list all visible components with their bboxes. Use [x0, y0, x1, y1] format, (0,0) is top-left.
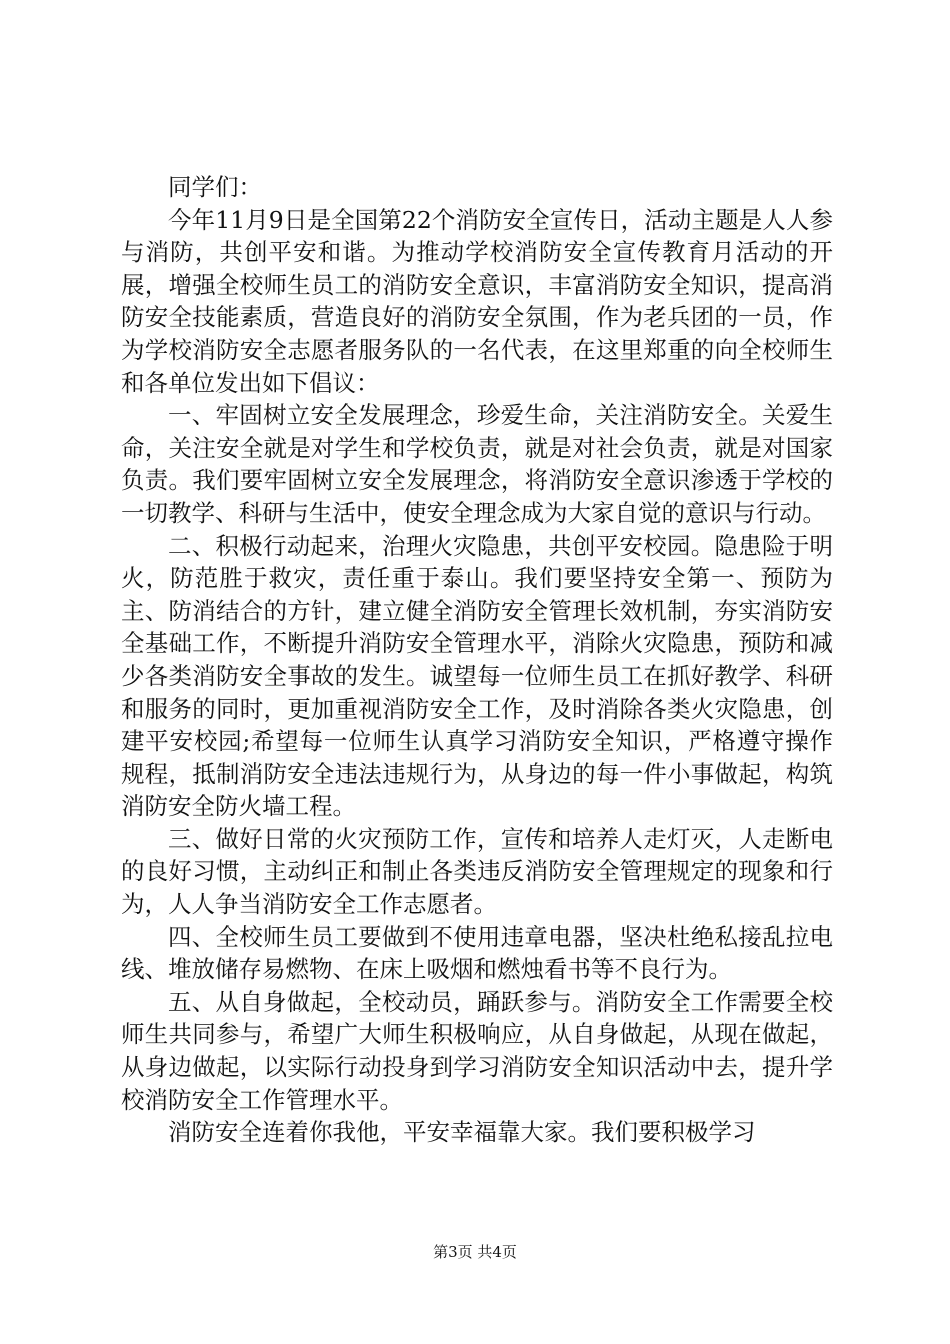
- proposal-four-paragraph: 四、全校师生员工要做到不使用违章电器，坚决杜绝私接乱拉电线、堆放储存易燃物、在床上吸烟和燃烛看书等不良行为。: [121, 922, 833, 984]
- proposal-one-paragraph: 一、牢固树立安全发展理念，珍爱生命，关注消防安全。关爱生命，关注安全就是对学生和学校负责，就是对社会负责，就是对国家负责。我们要牢固树立安全发展理念，将消防安全意识渗透于学校的一切教学、科研与生活中，使安全理念成为大家自觉的意识与行动。: [121, 401, 833, 527]
- proposal-two-paragraph: 二、积极行动起来，治理火灾隐患，共创平安校园。隐患险于明火，防范胜于救灾，责任重于泰山。我们要坚持安全第一、预防为主、防消结合的方针，建立健全消防安全管理长效机制，夯实消防安全基础工作，不断提升消防安全管理水平，消除火灾隐患，预防和减少各类消防安全事故的发生。诚望每一位师生员工在抓好教学、科研和服务的同时，更加重视消防安全工作，及时消除各类火灾隐患，创建平安校园;希望每一位师生认真学习消防安全知识，严格遵守操作规程，抵制消防安全违法违规行为，从身边的每一件小事做起，构筑消防安全防火墙工程。: [121, 531, 833, 821]
- closing-paragraph: 消防安全连着你我他，平安幸福靠大家。我们要积极学习: [168, 1118, 756, 1147]
- intro-paragraph: 今年11月9日是全国第22个消防安全宣传日，活动主题是人人参与消防，共创平安和谐。为推动学校消防安全宣传教育月活动的开展，增强全校师生员工的消防安全意识，丰富消防安全知识，提高消防安全技能素质，营造良好的消防安全氛围，作为老兵团的一员，作为学校消防安全志愿者服务队的一名代表，在这里郑重的向全校师生和各单位发出如下倡议：: [121, 205, 833, 397]
- salutation: 同学们：: [168, 173, 262, 201]
- document-body: [121, 171, 833, 1149]
- proposal-three-paragraph: 三、做好日常的火灾预防工作，宣传和培养人走灯灭，人走断电的良好习惯，主动纠正和制止各类违反消防安全管理规定的现象和行为，人人争当消防安全工作志愿者。: [121, 824, 833, 919]
- page-footer: [0, 1242, 950, 1262]
- proposal-five-paragraph: 五、从自身做起，全校动员，踊跃参与。消防安全工作需要全校师生共同参与，希望广大师生积极响应，从自身做起，从现在做起，从身边做起，以实际行动投身到学习消防安全知识活动中去，提升学校消防安全工作管理水平。: [121, 987, 833, 1114]
- page-indicator: 第3页 共4页: [433, 1243, 517, 1261]
